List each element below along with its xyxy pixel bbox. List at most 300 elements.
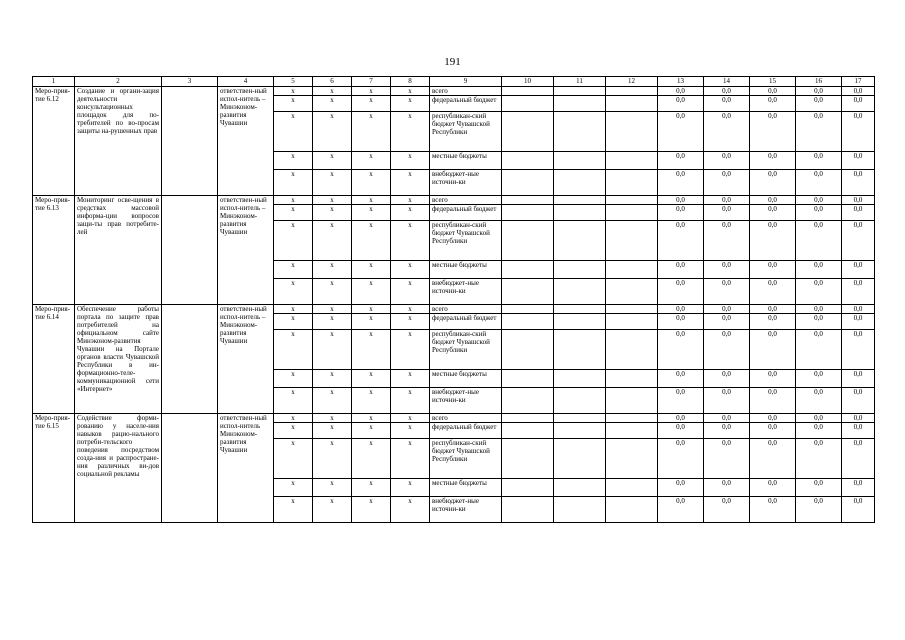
- budget-code-cell: x: [352, 439, 391, 479]
- budget-code-cell: x: [274, 388, 313, 414]
- budget-code-cell: x: [274, 152, 313, 170]
- value-cell: 0,0: [842, 170, 875, 196]
- value-cell: 0,0: [796, 388, 842, 414]
- column-header: 1: [33, 77, 75, 87]
- empty-cell: [502, 170, 554, 196]
- budget-code-cell: x: [391, 196, 430, 205]
- value-cell: 0,0: [750, 221, 796, 261]
- funding-source: федеральный бюджет: [430, 314, 502, 330]
- empty-cell: [554, 497, 606, 523]
- empty-cell: [606, 423, 658, 439]
- funding-source: местные бюджеты: [430, 152, 502, 170]
- empty-cell: [606, 279, 658, 305]
- value-cell: 0,0: [842, 205, 875, 221]
- value-cell: 0,0: [796, 87, 842, 96]
- budget-code-cell: x: [313, 497, 352, 523]
- value-cell: 0,0: [796, 330, 842, 370]
- empty-cell: [554, 439, 606, 479]
- value-cell: 0,0: [704, 497, 750, 523]
- funding-source: федеральный бюджет: [430, 96, 502, 112]
- budget-code-cell: x: [352, 196, 391, 205]
- budget-code-cell: x: [274, 170, 313, 196]
- value-cell: 0,0: [750, 205, 796, 221]
- value-cell: 0,0: [704, 388, 750, 414]
- empty-cell: [606, 414, 658, 423]
- value-cell: 0,0: [750, 87, 796, 96]
- budget-code-cell: x: [391, 388, 430, 414]
- empty-cell: [554, 370, 606, 388]
- budget-code-cell: x: [352, 330, 391, 370]
- budget-code-cell: x: [274, 279, 313, 305]
- value-cell: 0,0: [704, 87, 750, 96]
- column-header: 15: [750, 77, 796, 87]
- value-cell: 0,0: [750, 196, 796, 205]
- value-cell: 0,0: [796, 170, 842, 196]
- value-cell: 0,0: [842, 314, 875, 330]
- budget-code-cell: x: [352, 152, 391, 170]
- budget-code-cell: x: [352, 388, 391, 414]
- value-cell: 0,0: [704, 423, 750, 439]
- value-cell: 0,0: [842, 279, 875, 305]
- value-cell: 0,0: [704, 439, 750, 479]
- value-cell: 0,0: [750, 414, 796, 423]
- empty-cell: [554, 279, 606, 305]
- value-cell: 0,0: [704, 205, 750, 221]
- funding-source: местные бюджеты: [430, 261, 502, 279]
- empty-cell: [606, 221, 658, 261]
- empty-cell: [502, 261, 554, 279]
- value-cell: 0,0: [842, 152, 875, 170]
- funding-source: республикан-ский бюджет Чувашской Республики: [430, 221, 502, 261]
- empty-cell: [502, 205, 554, 221]
- value-cell: 0,0: [658, 279, 704, 305]
- budget-code-cell: x: [274, 439, 313, 479]
- budget-code-cell: x: [352, 221, 391, 261]
- empty-cell: [502, 330, 554, 370]
- value-cell: 0,0: [658, 330, 704, 370]
- measure-name: Создание и органи-зация деятельности консультационных площадок для по-требителей по во-просам защиты на-рушенных прав: [75, 87, 162, 196]
- header-row: [33, 77, 875, 87]
- empty-cell: [606, 388, 658, 414]
- value-cell: 0,0: [704, 112, 750, 152]
- table-body: [33, 87, 875, 523]
- budget-code-cell: x: [313, 479, 352, 497]
- budget-code-cell: x: [352, 497, 391, 523]
- value-cell: 0,0: [704, 152, 750, 170]
- empty-cell: [502, 196, 554, 205]
- value-cell: 0,0: [842, 261, 875, 279]
- empty-cell: [554, 152, 606, 170]
- budget-code-cell: x: [391, 261, 430, 279]
- budget-code-cell: x: [274, 87, 313, 96]
- empty-cell: [502, 370, 554, 388]
- value-cell: 0,0: [842, 414, 875, 423]
- budget-code-cell: x: [274, 314, 313, 330]
- budget-code-cell: x: [313, 305, 352, 314]
- value-cell: 0,0: [796, 497, 842, 523]
- budget-code-cell: x: [274, 414, 313, 423]
- budget-code-cell: x: [391, 423, 430, 439]
- empty-cell: [502, 221, 554, 261]
- budget-code-cell: x: [391, 314, 430, 330]
- empty-cell: [554, 330, 606, 370]
- budget-code-cell: x: [352, 305, 391, 314]
- column-header: 2: [75, 77, 162, 87]
- value-cell: 0,0: [750, 112, 796, 152]
- value-cell: 0,0: [704, 330, 750, 370]
- budget-code-cell: x: [274, 305, 313, 314]
- empty-cell: [162, 414, 218, 523]
- empty-cell: [554, 388, 606, 414]
- value-cell: 0,0: [658, 414, 704, 423]
- empty-cell: [502, 305, 554, 314]
- budget-code-cell: x: [274, 112, 313, 152]
- funding-source: республикан-ский бюджет Чувашской Республики: [430, 330, 502, 370]
- funding-source: всего: [430, 414, 502, 423]
- value-cell: 0,0: [658, 439, 704, 479]
- value-cell: 0,0: [750, 439, 796, 479]
- value-cell: 0,0: [796, 314, 842, 330]
- funding-source: внебюджет-ные источни-ки: [430, 170, 502, 196]
- empty-cell: [606, 205, 658, 221]
- value-cell: 0,0: [842, 388, 875, 414]
- value-cell: 0,0: [704, 196, 750, 205]
- funding-source: местные бюджеты: [430, 370, 502, 388]
- value-cell: 0,0: [704, 221, 750, 261]
- budget-code-cell: x: [391, 279, 430, 305]
- empty-cell: [502, 414, 554, 423]
- value-cell: 0,0: [658, 497, 704, 523]
- empty-cell: [502, 112, 554, 152]
- value-cell: 0,0: [750, 330, 796, 370]
- budget-code-cell: x: [391, 330, 430, 370]
- value-cell: 0,0: [658, 423, 704, 439]
- column-header: 12: [606, 77, 658, 87]
- table-row: [33, 414, 875, 423]
- column-header: 13: [658, 77, 704, 87]
- budget-code-cell: x: [352, 112, 391, 152]
- budget-code-cell: x: [313, 87, 352, 96]
- budget-code-cell: x: [352, 370, 391, 388]
- budget-code-cell: x: [274, 261, 313, 279]
- value-cell: 0,0: [842, 221, 875, 261]
- empty-cell: [606, 196, 658, 205]
- column-header: 10: [502, 77, 554, 87]
- measure-name: Содействие форми-рованию у населе-ния навыков рацио-нального потреби-тельского поведения посредством созда-ния и распростране-ния различных ви-дов социальной рекламы: [75, 414, 162, 523]
- value-cell: 0,0: [704, 305, 750, 314]
- value-cell: 0,0: [704, 96, 750, 112]
- column-header: 17: [842, 77, 875, 87]
- budget-code-cell: x: [274, 479, 313, 497]
- value-cell: 0,0: [796, 423, 842, 439]
- funding-source: республикан-ский бюджет Чувашской Республики: [430, 112, 502, 152]
- column-header: 3: [162, 77, 218, 87]
- value-cell: 0,0: [750, 96, 796, 112]
- budget-code-cell: x: [274, 370, 313, 388]
- empty-cell: [162, 305, 218, 414]
- budget-code-cell: x: [313, 423, 352, 439]
- budget-code-cell: x: [313, 279, 352, 305]
- budget-code-cell: x: [391, 112, 430, 152]
- budget-code-cell: x: [352, 414, 391, 423]
- budget-code-cell: x: [391, 170, 430, 196]
- measure-name: Мониторинг осве-щения в средствах массовой информа-ции вопросов защи-ты прав потребите-лей: [75, 196, 162, 305]
- value-cell: 0,0: [796, 279, 842, 305]
- value-cell: 0,0: [750, 279, 796, 305]
- table-row: [33, 87, 875, 96]
- budget-code-cell: x: [391, 87, 430, 96]
- budget-code-cell: x: [313, 388, 352, 414]
- column-header: 9: [430, 77, 502, 87]
- budget-code-cell: x: [391, 221, 430, 261]
- budget-code-cell: x: [352, 205, 391, 221]
- measure-executor: ответствен-ный испол-нитель – Минэконом-развития Чувашии: [218, 87, 274, 196]
- value-cell: 0,0: [842, 112, 875, 152]
- value-cell: 0,0: [750, 423, 796, 439]
- column-header: 11: [554, 77, 606, 87]
- value-cell: 0,0: [750, 479, 796, 497]
- value-cell: 0,0: [842, 439, 875, 479]
- value-cell: 0,0: [704, 414, 750, 423]
- value-cell: 0,0: [796, 305, 842, 314]
- column-header: 7: [352, 77, 391, 87]
- value-cell: 0,0: [842, 497, 875, 523]
- budget-code-cell: x: [391, 497, 430, 523]
- value-cell: 0,0: [750, 261, 796, 279]
- budget-code-cell: x: [352, 479, 391, 497]
- measure-id: Меро-прия-тие 6.14: [33, 305, 75, 414]
- measure-name: Обеспечение работы портала по защите прав потребителей на официальном сайте Минэконом-развития Чувашии на Портале органов власти Чувашской Республики в ин-формационно-теле-коммуникационной сети «Интернет»: [75, 305, 162, 414]
- value-cell: 0,0: [796, 261, 842, 279]
- value-cell: 0,0: [842, 330, 875, 370]
- budget-code-cell: x: [313, 439, 352, 479]
- empty-cell: [502, 152, 554, 170]
- value-cell: 0,0: [796, 152, 842, 170]
- value-cell: 0,0: [704, 370, 750, 388]
- budget-code-cell: x: [313, 112, 352, 152]
- value-cell: 0,0: [658, 261, 704, 279]
- measure-id: Меро-прия-тие 6.15: [33, 414, 75, 523]
- value-cell: 0,0: [796, 439, 842, 479]
- funding-source: внебюджет-ные источни-ки: [430, 497, 502, 523]
- empty-cell: [606, 152, 658, 170]
- empty-cell: [554, 305, 606, 314]
- budget-code-cell: x: [352, 314, 391, 330]
- budget-code-cell: x: [313, 370, 352, 388]
- measure-executor: ответствен-ный испол-нитель Минэконом-развития Чувашии: [218, 414, 274, 523]
- empty-cell: [554, 414, 606, 423]
- empty-cell: [502, 96, 554, 112]
- value-cell: 0,0: [658, 479, 704, 497]
- funding-source: внебюджет-ные источни-ки: [430, 279, 502, 305]
- budget-code-cell: x: [274, 330, 313, 370]
- budget-code-cell: x: [352, 170, 391, 196]
- budget-code-cell: x: [274, 497, 313, 523]
- empty-cell: [554, 170, 606, 196]
- value-cell: 0,0: [658, 96, 704, 112]
- value-cell: 0,0: [796, 112, 842, 152]
- value-cell: 0,0: [704, 261, 750, 279]
- column-header: 16: [796, 77, 842, 87]
- column-header: 6: [313, 77, 352, 87]
- empty-cell: [554, 479, 606, 497]
- empty-cell: [554, 205, 606, 221]
- value-cell: 0,0: [842, 305, 875, 314]
- value-cell: 0,0: [796, 205, 842, 221]
- value-cell: 0,0: [704, 314, 750, 330]
- value-cell: 0,0: [750, 497, 796, 523]
- value-cell: 0,0: [796, 414, 842, 423]
- budget-code-cell: x: [391, 439, 430, 479]
- empty-cell: [502, 497, 554, 523]
- empty-cell: [554, 261, 606, 279]
- empty-cell: [606, 112, 658, 152]
- value-cell: 0,0: [842, 370, 875, 388]
- budget-code-cell: x: [391, 305, 430, 314]
- value-cell: 0,0: [658, 221, 704, 261]
- value-cell: 0,0: [842, 479, 875, 497]
- empty-cell: [606, 370, 658, 388]
- empty-cell: [162, 196, 218, 305]
- value-cell: 0,0: [704, 170, 750, 196]
- empty-cell: [554, 87, 606, 96]
- column-header: 4: [218, 77, 274, 87]
- value-cell: 0,0: [842, 96, 875, 112]
- funding-source: республикан-ский бюджет Чувашской Республики: [430, 439, 502, 479]
- page-number: 191: [444, 56, 461, 68]
- value-cell: 0,0: [658, 170, 704, 196]
- value-cell: 0,0: [658, 370, 704, 388]
- value-cell: 0,0: [842, 196, 875, 205]
- budget-code-cell: x: [391, 152, 430, 170]
- empty-cell: [502, 279, 554, 305]
- budget-code-cell: x: [391, 479, 430, 497]
- column-header: 14: [704, 77, 750, 87]
- empty-cell: [606, 330, 658, 370]
- budget-code-cell: x: [352, 423, 391, 439]
- budget-code-cell: x: [274, 196, 313, 205]
- budget-code-cell: x: [391, 370, 430, 388]
- budget-code-cell: x: [274, 221, 313, 261]
- budget-code-cell: x: [313, 205, 352, 221]
- measure-executor: ответствен-ный испол-нитель – Минэконом-развития Чувашии: [218, 305, 274, 414]
- funding-source: местные бюджеты: [430, 479, 502, 497]
- table-row: [33, 196, 875, 205]
- value-cell: 0,0: [658, 87, 704, 96]
- column-header: 8: [391, 77, 430, 87]
- budget-code-cell: x: [313, 221, 352, 261]
- value-cell: 0,0: [704, 479, 750, 497]
- budget-code-cell: x: [274, 96, 313, 112]
- value-cell: 0,0: [750, 370, 796, 388]
- value-cell: 0,0: [704, 279, 750, 305]
- funding-source: федеральный бюджет: [430, 205, 502, 221]
- empty-cell: [554, 96, 606, 112]
- empty-cell: [606, 305, 658, 314]
- budget-code-cell: x: [391, 96, 430, 112]
- value-cell: 0,0: [750, 314, 796, 330]
- empty-cell: [502, 87, 554, 96]
- value-cell: 0,0: [658, 152, 704, 170]
- measure-id: Меро-прия-тие 6.13: [33, 196, 75, 305]
- table-row: [33, 305, 875, 314]
- value-cell: 0,0: [658, 314, 704, 330]
- budget-code-cell: x: [391, 205, 430, 221]
- budget-code-cell: x: [352, 279, 391, 305]
- budget-code-cell: x: [391, 414, 430, 423]
- value-cell: 0,0: [658, 196, 704, 205]
- empty-cell: [606, 261, 658, 279]
- budget-code-cell: x: [313, 314, 352, 330]
- funding-source: всего: [430, 305, 502, 314]
- empty-cell: [606, 314, 658, 330]
- empty-cell: [606, 479, 658, 497]
- empty-cell: [554, 196, 606, 205]
- empty-cell: [162, 87, 218, 196]
- empty-cell: [502, 388, 554, 414]
- empty-cell: [606, 170, 658, 196]
- budget-code-cell: x: [274, 423, 313, 439]
- funding-source: федеральный бюджет: [430, 423, 502, 439]
- budget-code-cell: x: [313, 170, 352, 196]
- empty-cell: [554, 221, 606, 261]
- empty-cell: [606, 439, 658, 479]
- value-cell: 0,0: [658, 112, 704, 152]
- program-table: [32, 76, 875, 523]
- budget-code-cell: x: [313, 96, 352, 112]
- empty-cell: [554, 314, 606, 330]
- value-cell: 0,0: [658, 305, 704, 314]
- budget-code-cell: x: [313, 152, 352, 170]
- empty-cell: [554, 112, 606, 152]
- value-cell: 0,0: [750, 305, 796, 314]
- budget-code-cell: x: [313, 196, 352, 205]
- measure-executor: ответствен-ный испол-нитель – Минэконом-развития Чувашии: [218, 196, 274, 305]
- value-cell: 0,0: [750, 170, 796, 196]
- budget-code-cell: x: [313, 261, 352, 279]
- value-cell: 0,0: [750, 152, 796, 170]
- value-cell: 0,0: [842, 423, 875, 439]
- value-cell: 0,0: [658, 388, 704, 414]
- empty-cell: [502, 479, 554, 497]
- budget-code-cell: x: [274, 205, 313, 221]
- value-cell: 0,0: [658, 205, 704, 221]
- funding-source: внебюджет-ные источни-ки: [430, 388, 502, 414]
- empty-cell: [554, 423, 606, 439]
- column-header: 5: [274, 77, 313, 87]
- empty-cell: [502, 314, 554, 330]
- empty-cell: [606, 87, 658, 96]
- value-cell: 0,0: [796, 96, 842, 112]
- budget-code-cell: x: [352, 96, 391, 112]
- value-cell: 0,0: [796, 370, 842, 388]
- value-cell: 0,0: [796, 221, 842, 261]
- value-cell: 0,0: [842, 87, 875, 96]
- empty-cell: [502, 423, 554, 439]
- funding-source: всего: [430, 87, 502, 96]
- empty-cell: [606, 96, 658, 112]
- budget-code-cell: x: [352, 261, 391, 279]
- empty-cell: [606, 497, 658, 523]
- budget-code-cell: x: [313, 414, 352, 423]
- value-cell: 0,0: [796, 196, 842, 205]
- value-cell: 0,0: [750, 388, 796, 414]
- value-cell: 0,0: [796, 479, 842, 497]
- funding-source: всего: [430, 196, 502, 205]
- budget-code-cell: x: [352, 87, 391, 96]
- empty-cell: [502, 439, 554, 479]
- measure-id: Меро-прия-тие 6.12: [33, 87, 75, 196]
